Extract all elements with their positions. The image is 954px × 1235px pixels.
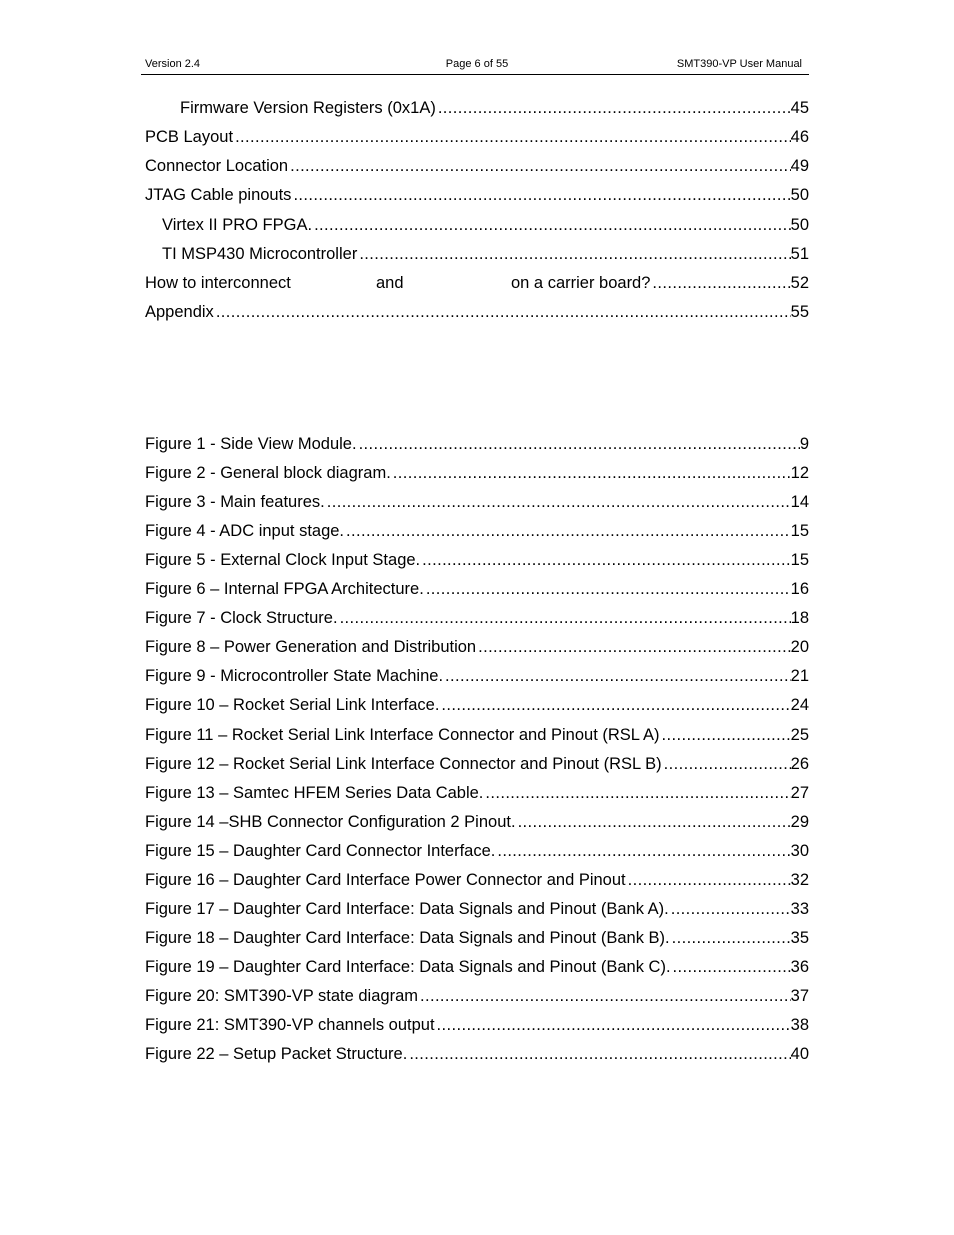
- header-document-title: SMT390-VP User Manual: [676, 58, 802, 70]
- header-page-number: Page 6 of 55: [445, 58, 509, 70]
- figure-list-entry[interactable]: [145, 1043, 809, 1065]
- figure-leader-dots: [325, 491, 791, 513]
- figure-entry-page: 18: [790, 609, 809, 627]
- figure-entry-title: Figure 9 - Microcontroller State Machine.: [145, 667, 444, 685]
- figure-leader-dots: [439, 694, 790, 716]
- header-rule: [141, 74, 809, 75]
- figure-entry-page: 40: [790, 1045, 809, 1063]
- figure-list-entry[interactable]: [145, 491, 809, 513]
- figure-list-entry[interactable]: [145, 724, 809, 746]
- figure-entry-title: Figure 11 – Rocket Serial Link Interface Connector and Pinout (RSL A): [145, 726, 660, 744]
- toc-entry-page: 46: [790, 128, 809, 146]
- figure-entry-title: Figure 15 – Daughter Card Connector Interface.: [145, 842, 496, 860]
- figure-entry-page: 14: [790, 493, 809, 511]
- figure-list-entry[interactable]: [145, 694, 809, 716]
- figure-entry-page: 32: [790, 871, 809, 889]
- figure-leader-dots: [670, 927, 791, 949]
- toc-entry[interactable]: [180, 97, 809, 119]
- toc-entry-title-part: How to interconnect: [145, 274, 291, 292]
- figure-leader-dots: [420, 549, 791, 571]
- figure-entry-page: 29: [790, 813, 809, 831]
- toc-entry-page: 51: [790, 245, 809, 263]
- toc-leader-dots: [288, 155, 791, 177]
- figure-leader-dots: [669, 898, 791, 920]
- figure-entry-page: 24: [790, 696, 809, 714]
- toc-entry-page: 49: [790, 157, 809, 175]
- figure-entry-title: Figure 6 – Internal FPGA Architecture.: [145, 580, 424, 598]
- toc-entry-title: Connector Location: [145, 157, 289, 175]
- figure-leader-dots: [626, 869, 791, 891]
- toc-entry-title: TI MSP430 Microcontroller: [162, 245, 358, 263]
- figure-leader-dots: [483, 782, 790, 804]
- figure-entry-page: 15: [790, 551, 809, 569]
- figure-list-entry[interactable]: [145, 549, 809, 571]
- figure-list-entry[interactable]: [145, 520, 809, 542]
- toc-leader-dots: [214, 301, 791, 323]
- figure-entry-page: 36: [790, 958, 809, 976]
- figure-leader-dots: [516, 811, 791, 833]
- figure-entry-page: 20: [790, 638, 809, 656]
- figure-list-entry[interactable]: [145, 665, 809, 687]
- toc-leader-dots: [650, 272, 790, 294]
- figure-entry-title: Figure 22 – Setup Packet Structure.: [145, 1045, 408, 1063]
- toc-leader-dots: [291, 184, 790, 206]
- toc-leader-dots: [436, 97, 791, 119]
- figure-list-entry[interactable]: [145, 607, 809, 629]
- figure-leader-dots: [662, 753, 791, 775]
- figure-leader-dots: [407, 1043, 790, 1065]
- toc-entry-title: [145, 272, 650, 294]
- figure-entry-page: 9: [799, 435, 809, 453]
- toc-leader-dots: [312, 214, 791, 236]
- toc-entry-page: 45: [790, 99, 809, 117]
- toc-entry-page: 55: [790, 303, 809, 321]
- figure-entry-title: Figure 16 – Daughter Card Interface Power Connector and Pinout: [145, 871, 626, 889]
- figure-leader-dots: [476, 636, 791, 658]
- toc-entry[interactable]: [145, 184, 809, 206]
- figure-entry-page: 30: [790, 842, 809, 860]
- toc-entry-title: Appendix: [145, 303, 214, 321]
- toc-entry[interactable]: [145, 126, 809, 148]
- figure-entry-title: Figure 20: SMT390-VP state diagram: [145, 987, 418, 1005]
- figure-entry-title: Figure 1 - Side View Module.: [145, 435, 357, 453]
- toc-entry-title: Firmware Version Registers (0x1A): [180, 99, 436, 117]
- figure-list-entry[interactable]: [145, 956, 809, 978]
- figure-entry-title: Figure 12 – Rocket Serial Link Interface Connector and Pinout (RSL B): [145, 755, 662, 773]
- page-header: [145, 57, 809, 73]
- toc-entry[interactable]: [145, 301, 809, 323]
- figure-leader-dots: [338, 607, 791, 629]
- figure-entry-title: Figure 21: SMT390-VP channels output: [145, 1016, 435, 1034]
- figure-entry-page: 12: [790, 464, 809, 482]
- figure-list-entry[interactable]: [145, 869, 809, 891]
- figure-entry-title: Figure 2 - General block diagram.: [145, 464, 391, 482]
- figure-list-entry[interactable]: [145, 753, 809, 775]
- figure-entry-page: 26: [790, 755, 809, 773]
- figure-leader-dots: [391, 462, 791, 484]
- figure-entry-title: Figure 17 – Daughter Card Interface: Data Signals and Pinout (Bank A).: [145, 900, 669, 918]
- figure-entry-page: 37: [790, 987, 809, 1005]
- header-version: Version 2.4: [145, 58, 201, 70]
- figure-list-entry[interactable]: [145, 636, 809, 658]
- figure-entry-page: 25: [790, 726, 809, 744]
- figure-entry-page: 15: [790, 522, 809, 540]
- figure-entry-title: Figure 18 – Daughter Card Interface: Data Signals and Pinout (Bank B).: [145, 929, 670, 947]
- toc-entry[interactable]: [145, 155, 809, 177]
- figure-list-entry[interactable]: [145, 433, 809, 455]
- toc-entry[interactable]: [162, 214, 809, 236]
- toc-entry[interactable]: [145, 272, 809, 294]
- figure-entry-page: 21: [790, 667, 809, 685]
- figure-list-entry[interactable]: [145, 840, 809, 862]
- figure-leader-dots: [435, 1014, 791, 1036]
- toc-leader-dots: [357, 243, 790, 265]
- figure-list-entry[interactable]: [145, 1014, 809, 1036]
- figure-entry-page: 38: [790, 1016, 809, 1034]
- figure-list-entry[interactable]: [145, 462, 809, 484]
- figure-entry-page: 27: [790, 784, 809, 802]
- figure-entry-title: Figure 14 –SHB Connector Configuration 2 Pinout.: [145, 813, 516, 831]
- toc-entry-page: 50: [790, 216, 809, 234]
- toc-entry-title-part: and: [376, 274, 404, 292]
- figure-entry-title: Figure 3 - Main features.: [145, 493, 325, 511]
- figure-leader-dots: [443, 665, 791, 687]
- figure-entry-title: Figure 7 - Clock Structure.: [145, 609, 338, 627]
- figure-leader-dots: [357, 433, 800, 455]
- toc-leader-dots: [233, 126, 791, 148]
- figure-entry-title: Figure 13 – Samtec HFEM Series Data Cable.: [145, 784, 484, 802]
- figure-entry-title: Figure 4 - ADC input stage.: [145, 522, 345, 540]
- figure-list-entry[interactable]: [145, 578, 809, 600]
- figure-list-entry[interactable]: [145, 782, 809, 804]
- figure-entry-page: 33: [790, 900, 809, 918]
- toc-entry-title: JTAG Cable pinouts: [145, 186, 292, 204]
- figure-leader-dots: [495, 840, 790, 862]
- figure-entry-title: Figure 10 – Rocket Serial Link Interface.: [145, 696, 440, 714]
- figure-entry-title: Figure 8 – Power Generation and Distribution: [145, 638, 477, 656]
- figure-leader-dots: [671, 956, 791, 978]
- figure-list-entry[interactable]: [145, 927, 809, 949]
- figure-leader-dots: [424, 578, 791, 600]
- figure-leader-dots: [344, 520, 791, 542]
- toc-entry-title: PCB Layout: [145, 128, 234, 146]
- toc-entry-page: 52: [790, 274, 809, 292]
- toc-entry-page: 50: [790, 186, 809, 204]
- toc-entry-title: Virtex II PRO FPGA.: [162, 216, 313, 234]
- figure-leader-dots: [660, 724, 791, 746]
- figure-entry-page: 16: [790, 580, 809, 598]
- figure-entry-page: 35: [790, 929, 809, 947]
- figure-entry-title: Figure 19 – Daughter Card Interface: Data Signals and Pinout (Bank C).: [145, 958, 671, 976]
- figure-list-entry[interactable]: [145, 985, 809, 1007]
- figure-list-entry[interactable]: [145, 898, 809, 920]
- figure-leader-dots: [418, 985, 791, 1007]
- figure-list-entry[interactable]: [145, 811, 809, 833]
- toc-entry[interactable]: [162, 243, 809, 265]
- toc-entry-title-part: on a carrier board?: [511, 274, 651, 292]
- figure-entry-title: Figure 5 - External Clock Input Stage.: [145, 551, 421, 569]
